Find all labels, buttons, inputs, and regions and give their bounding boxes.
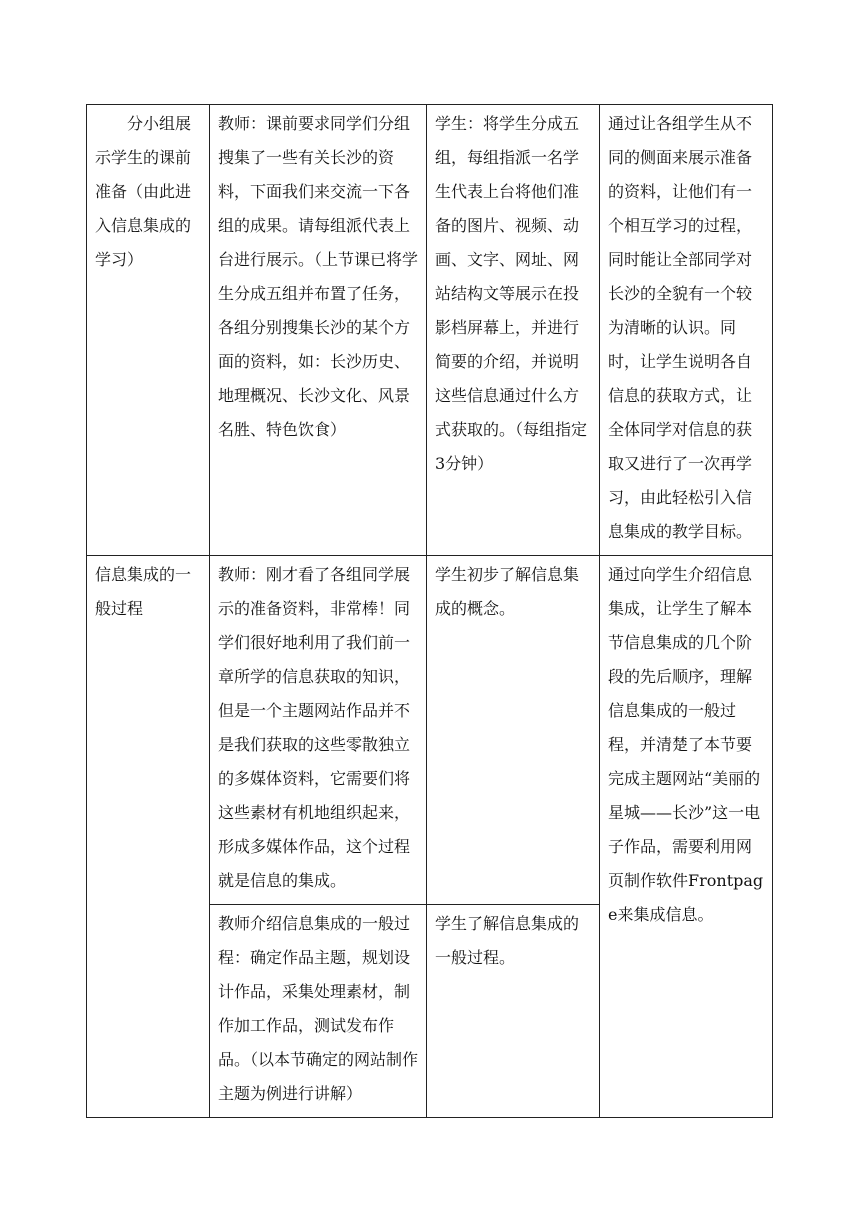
student-activity-cell: 学生：将学生分成五组，每组指派一名学生代表上台将他们准备的图片、视频、动画、文字、网址、网站结构文等展示在投影档屏幕上，并进行简要的介绍，并说明这些信息通过什么方式获取的。（每组指定3分钟）: [427, 105, 600, 556]
teacher-activity-cell: 教师介绍信息集成的一般过程：确定作品主题，规划设计作品，采集处理素材，制作加工作品，测试发布作品。（以本节确定的网站制作主题为例进行讲解）: [210, 905, 427, 1118]
lesson-plan-table: [86, 104, 773, 1118]
teacher-activity-cell: 教师：刚才看了各组同学展示的准备资料，非常棒！同学们很好地利用了我们前一章所学的信息获取的知识，但是一个主题网站作品并不是我们获取的这些零散独立的多媒体资料，它需要们将这些素材有机地组织起来，形成多媒体作品，这个过程就是信息的集成。: [210, 556, 427, 905]
table-row: [87, 105, 773, 556]
student-activity-cell: 学生初步了解信息集成的概念。: [427, 556, 600, 905]
stage-cell: 分小组展示学生的课前准备（由此进入信息集成的学习）: [87, 105, 210, 556]
table-row: [87, 556, 773, 905]
design-intent-cell: 通过向学生介绍信息集成，让学生了解本节信息集成的几个阶段的先后顺序，理解信息集成的一般过程，并清楚了本节要完成主题网站“美丽的星城——长沙”这一电子作品，需要利用网页制作软件Frontpage来集成信息。: [600, 556, 773, 1118]
stage-cell: 信息集成的一般过程: [87, 556, 210, 1118]
design-intent-cell: 通过让各组学生从不同的侧面来展示准备的资料，让他们有一个相互学习的过程，同时能让全部同学对长沙的全貌有一个较为清晰的认识。同时，让学生说明各自信息的获取方式，让全体同学对信息的获取又进行了一次再学习，由此轻松引入信息集成的教学目标。: [600, 105, 773, 556]
teacher-activity-cell: 教师：课前要求同学们分组搜集了一些有关长沙的资料，下面我们来交流一下各组的成果。请每组派代表上台进行展示。（上节课已将学生分成五组并布置了任务，各组分别搜集长沙的某个方面的资料，如：长沙历史、地理概况、长沙文化、风景名胜、特色饮食）: [210, 105, 427, 556]
student-activity-cell: 学生了解信息集成的一般过程。: [427, 905, 600, 1118]
